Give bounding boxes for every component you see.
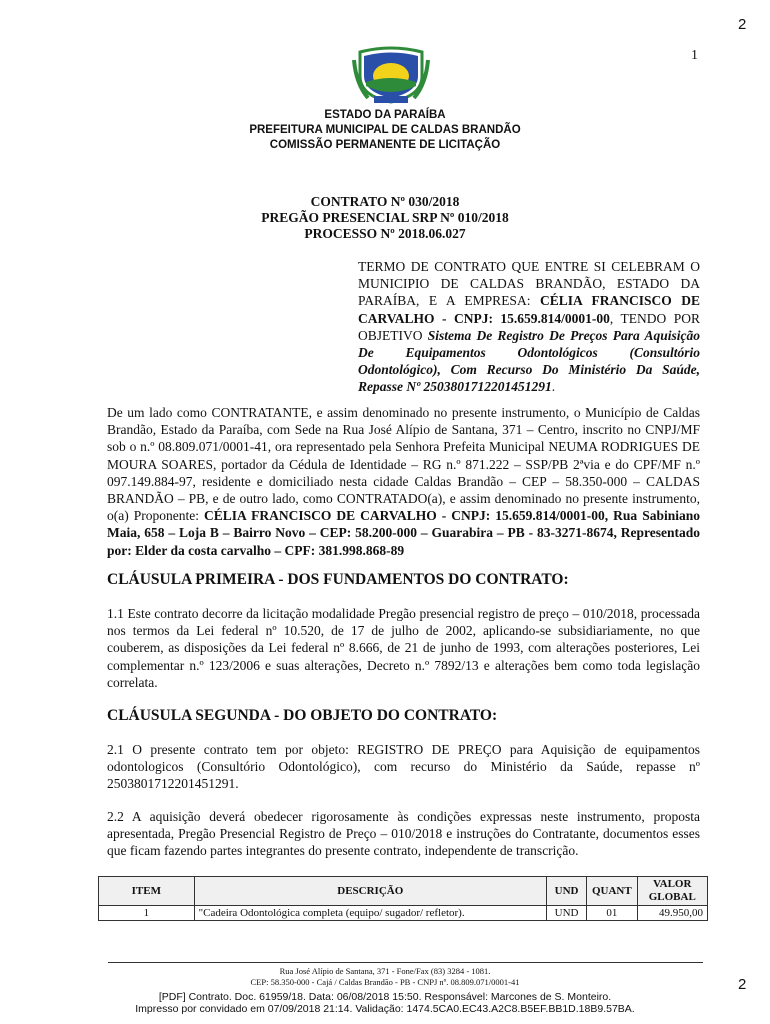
header-description: DESCRIÇÃO: [194, 877, 546, 906]
process-number: PROCESSO Nº 2018.06.027: [304, 226, 466, 241]
term-object: Sistema De Registro De Preços Para Aquisição De Equipamentos Odontológicos (Consultório Odontológico), Com Recurso Do Ministério Da Saúde, Repasse Nº 2503801712201451291: [358, 327, 700, 395]
clausula-primeira-body: [107, 605, 700, 691]
term-text-2: , TENDO POR OBJETIVO: [358, 310, 700, 343]
header-und: UND: [546, 877, 586, 906]
footer-divider: [108, 962, 703, 963]
organization-header: [0, 108, 770, 153]
stamp-line2: Impresso por convidado em 07/09/2018 21:14. Validação: 1474.5CA0.EC43.A2C8.B5EF.BB1D.18B9.57BA.: [135, 1003, 635, 1015]
table-header-row: [99, 877, 708, 906]
contract-number: CONTRATO Nº 030/2018: [310, 194, 460, 209]
clausula-segunda-p2-text: 2.2 A aquisição deverá obedecer rigorosamente às condições expressas neste instrumento, proposta apresentada, Pregão Presencial Registro de Preço – 010/2018 e instruções do Contratante, documentos esses que ficam fazendo partes integrantes do presente contrato, independente de transcrição.: [107, 809, 700, 859]
cell-item: 1: [99, 906, 195, 921]
clausula-segunda-p1-text: 2.1 O presente contrato tem por objeto: REGISTRO DE PREÇO para Aquisição de equipamentos odontologicos (Consultório Odontológico), com recurso do Ministério da Saúde, repasse nº 2503801712201451291.: [107, 742, 700, 792]
clausula-segunda-title: CLÁUSULA SEGUNDA - DO OBJETO DO CONTRATO:: [107, 707, 498, 724]
clausula-segunda-p1: [107, 741, 700, 793]
clausula-primeira-title: CLÁUSULA PRIMEIRA - DOS FUNDAMENTOS DO CONTRATO:: [107, 571, 569, 588]
clausula-segunda-p2: [107, 808, 700, 860]
intro-paragraph: [107, 404, 700, 559]
cell-und: UND: [546, 906, 586, 921]
footer-address-line2: CEP: 58.350-000 - Cajá / Caldas Brandão - PB - CNPJ nº. 08.809.071/0001-41: [250, 977, 520, 987]
page-number: 1: [691, 48, 698, 63]
footer-address-line1: Rua José Alípio de Santana, 371 - Fone/Fax (83) 3284 - 1081.: [279, 966, 491, 976]
table-row: [99, 906, 708, 921]
term-company: CÉLIA FRANCISCO DE CARVALHO - CNPJ: 15.659.814/0001-00: [358, 293, 700, 326]
municipal-crest-icon: [352, 46, 430, 106]
pregao-number: PREGÃO PRESENCIAL SRP Nº 010/2018: [261, 210, 509, 225]
org-state: ESTADO DA PARAÍBA: [324, 109, 446, 121]
term-text-3: .: [551, 379, 556, 395]
intro-text: De um lado como CONTRATANTE, e assim denominado no presente instrumento, o Município de Caldas Brandão, Estado da Paraíba, com Sede na Rua José Alípio de Santana, 371 – Centro, inscrito no CNPJ/MF sob o n.º 08.809.071/0001-41, ora representado pela Senhora Prefeita Municipal NEUMA RODRIGUES DE MOURA SOARES, portador da Cédula de Identidade – RG n.º 871.222 – SSP/PB 2ªvia e do CPF/MF n.º 097.149.884-97, residente e domiciliado nesta cidade Caldas Brandão – CEP – 58.350-000 – CALDAS BRANDÃO – PB, e de outro lado, como CONTRATADO(a), e assim denominado no presente instrumento, o(a) Proponente:: [107, 405, 700, 524]
intro-contractor: CÉLIA FRANCISCO DE CARVALHO - CNPJ: 15.659.814/0001-00, Rua Sabiniano Maia, 658 – Loja B – Bairro Novo – CEP: 58.200-000 – Guarabira – PB - 83-3271-8674, Representado por: Elder da costa carvalho – CPF: 381.998.868-89: [107, 508, 700, 558]
cell-valor: 49.950,00: [637, 906, 707, 921]
footer-address: [0, 966, 770, 988]
header-quant: QUANT: [587, 877, 637, 906]
stamp-line1: [PDF] Contrato. Doc. 61959/18. Data: 06/08/2018 15:50. Responsável: Marcones de S. Monteiro.: [158, 991, 612, 1003]
cell-description: "Cadeira Odontológica completa (equipo/ sugador/ refletor).: [194, 906, 546, 921]
contract-titles: [0, 194, 770, 242]
org-prefecture: PREFEITURA MUNICIPAL DE CALDAS BRANDÃO: [249, 124, 521, 136]
term-text: TERMO DE CONTRATO QUE ENTRE SI CELEBRAM O MUNICIPIO DE CALDAS BRANDÃO, ESTADO DA PARAÍBA, E A EMPRESA:: [358, 259, 700, 309]
header-valor-global: VALOR GLOBAL: [637, 877, 707, 906]
clausula-primeira-p1: 1.1 Este contrato decorre da licitação modalidade Pregão presencial registro de preço – 010/2018, processada nos termos da Lei federal nº 10.520, de 17 de julho de 2002, aplicando-se subsidiariamente, no que couberem, as disposições da Lei federal nº 8.666, de 21 de junho de 1993, com alterações posteriores, Lei complementar n.º 123/2006 e suas alterações, Decreto n.º 7892/13 e alterações bem como toda legislação correlata.: [107, 606, 700, 690]
corner-page-number-bottom: 2: [738, 976, 747, 993]
corner-page-number-top: 2: [738, 16, 747, 33]
org-commission: COMISSÃO PERMANENTE DE LICITAÇÃO: [269, 139, 501, 151]
contract-term-summary: [358, 258, 700, 396]
validation-stamp: [0, 991, 770, 1015]
items-table: [98, 876, 708, 921]
cell-quant: 01: [587, 906, 637, 921]
header-item: ITEM: [99, 877, 195, 906]
